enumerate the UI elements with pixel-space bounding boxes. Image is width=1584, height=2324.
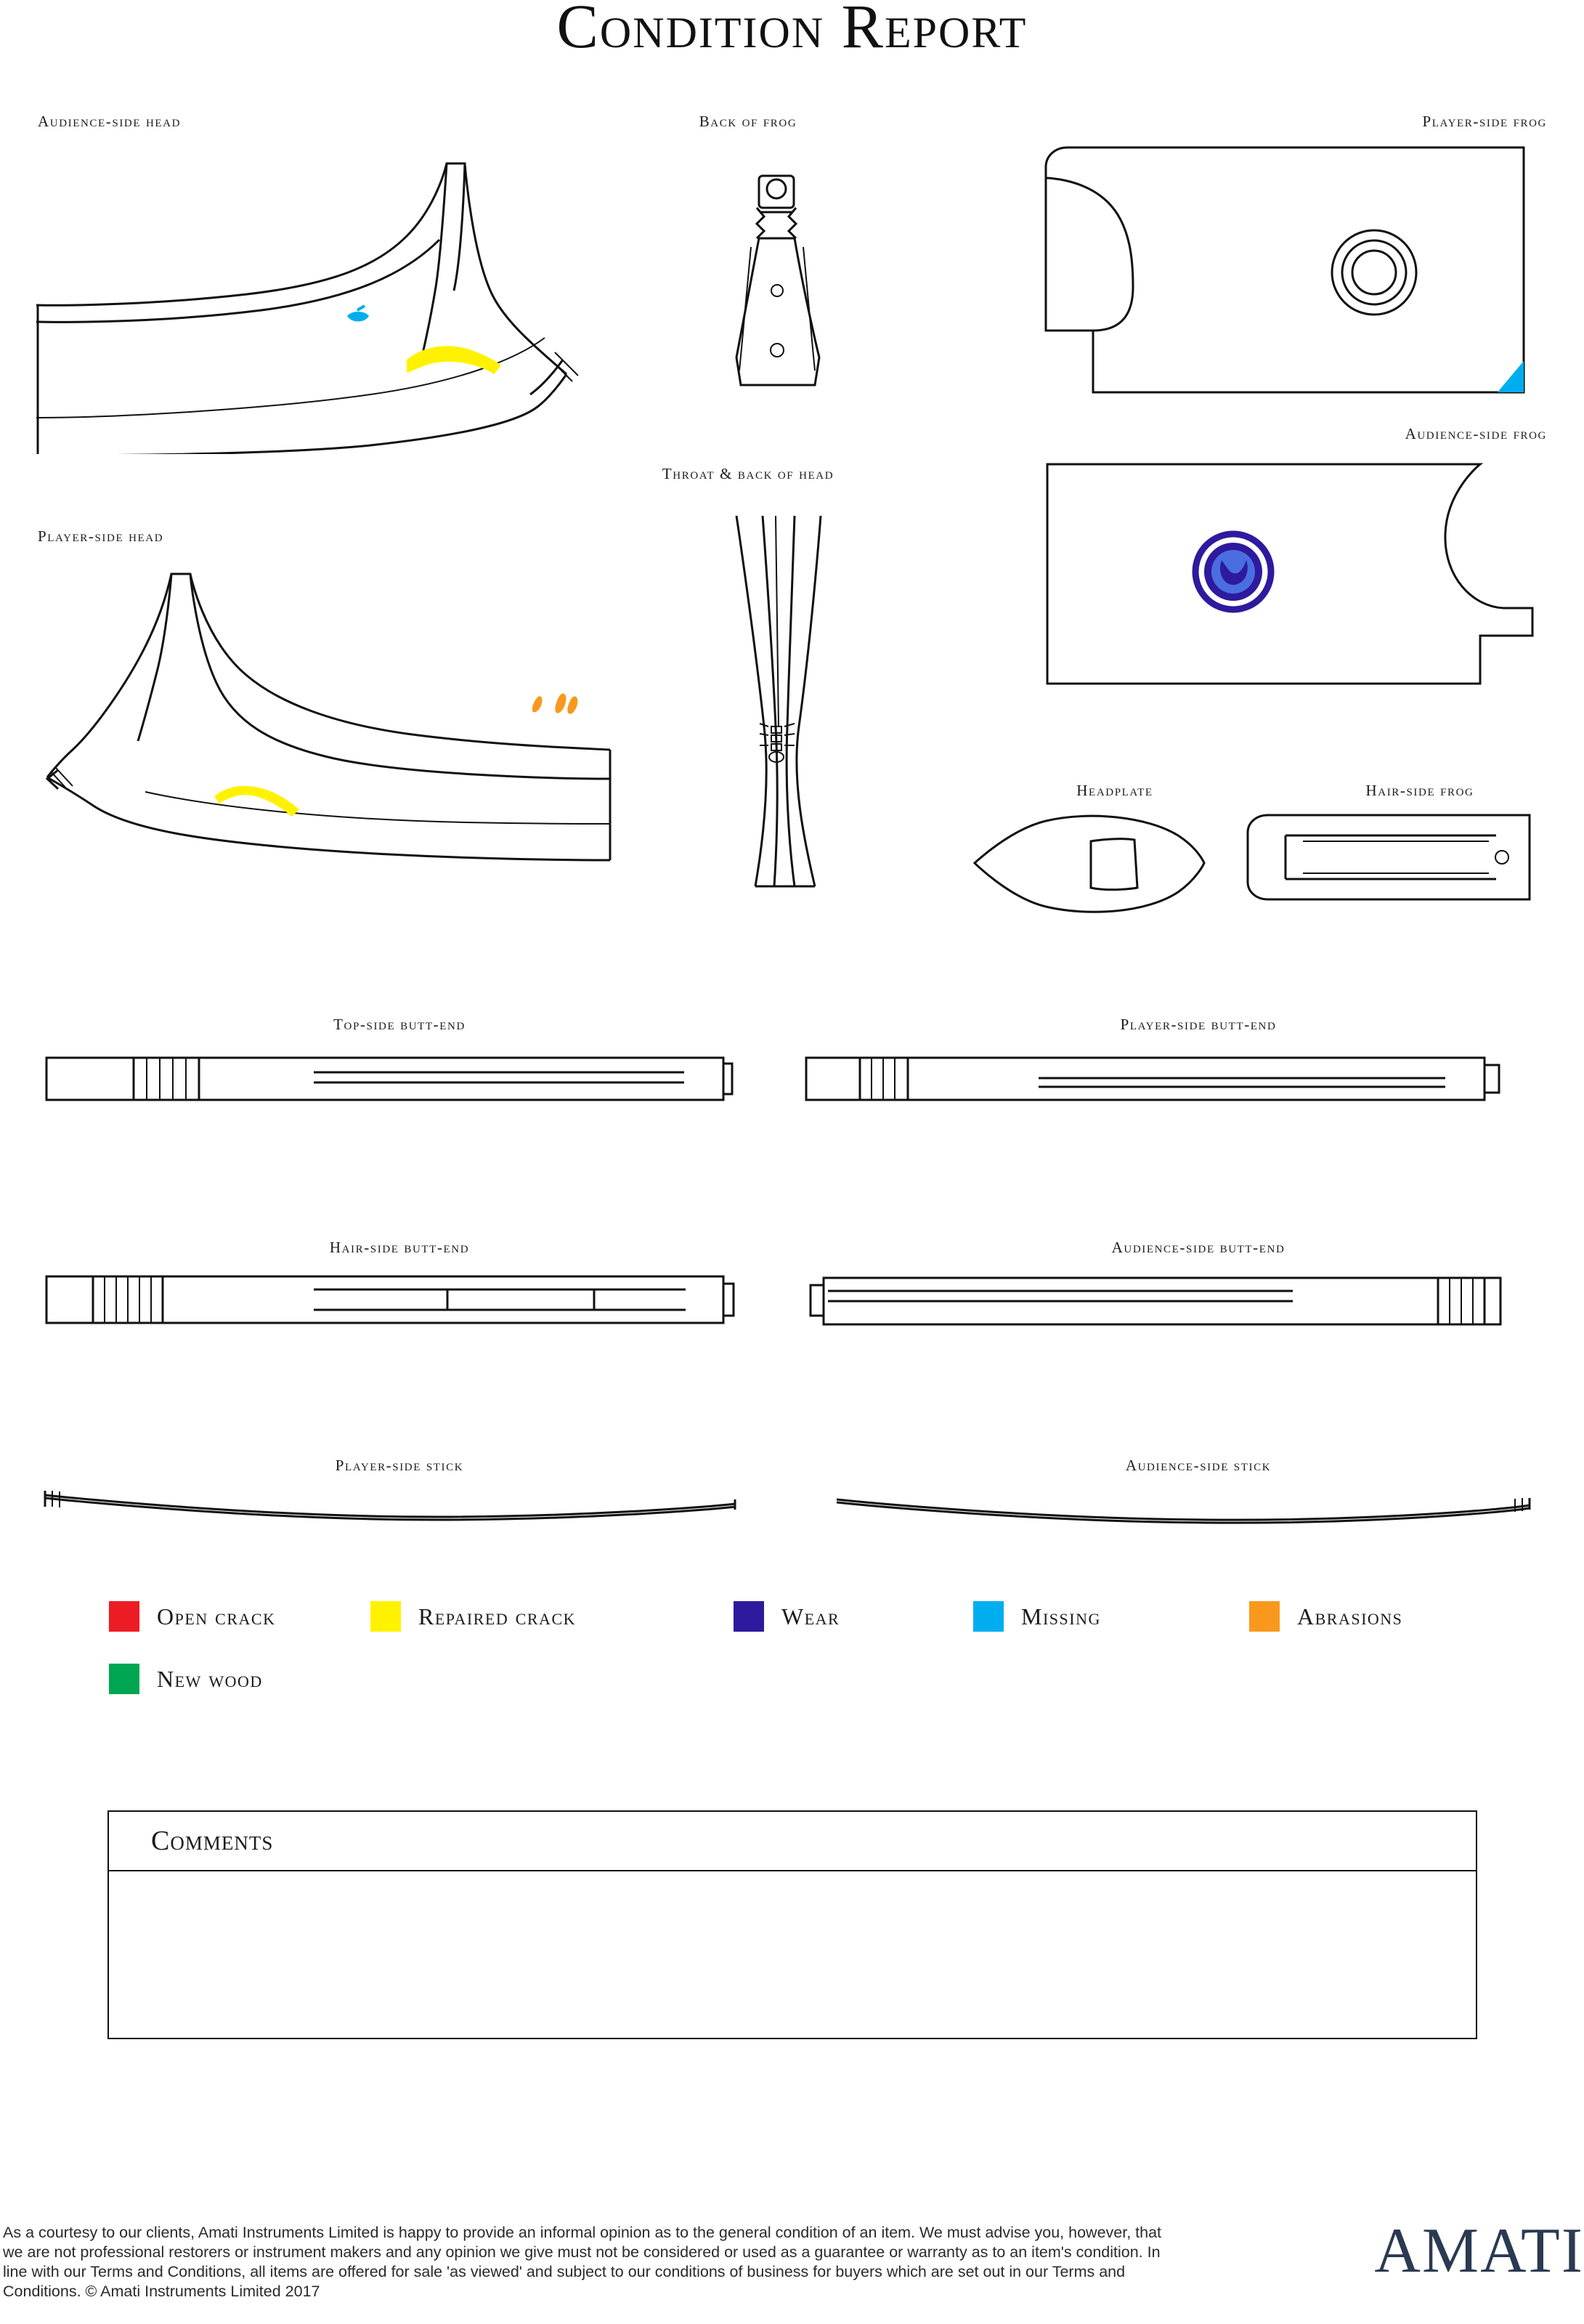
diagram-audience-side-butt-end: [799, 1268, 1511, 1333]
legend-row-2: [109, 1657, 1489, 1701]
legend-item-open-crack: [109, 1595, 370, 1638]
marking-repaired-crack-yellow: [407, 346, 501, 374]
marking-missing-blue: [1498, 361, 1524, 392]
label-audience-side-butt-end: Audience-side butt-end: [1111, 1239, 1286, 1256]
label-back-of-frog: Back of frog: [699, 113, 797, 130]
label-player-side-head: Player-side head: [38, 527, 164, 545]
legend-label-open-crack: Open crack: [157, 1603, 276, 1629]
diagram-player-side-stick: [29, 1475, 748, 1526]
label-hair-side-frog: Hair-side frog: [1365, 782, 1474, 799]
marking-repaired-crack-yellow: [214, 786, 299, 817]
legend-label-repaired-crack: Repaired crack: [418, 1603, 577, 1629]
swatch-missing-icon: [973, 1601, 1004, 1632]
diagram-player-side-frog: [1039, 134, 1540, 403]
label-hair-side-butt-end: Hair-side butt-end: [329, 1239, 470, 1256]
legend-label-new-wood: New wood: [157, 1665, 263, 1692]
label-headplate: Headplate: [1076, 782, 1153, 799]
legend-row-1: [109, 1595, 1489, 1638]
legend-label-abrasions: Abrasions: [1297, 1603, 1403, 1629]
legend-item-missing: [973, 1595, 1249, 1638]
page-title: Condition Report: [556, 0, 1028, 61]
swatch-new-wood-icon: [109, 1664, 139, 1694]
comments-box: [107, 1810, 1477, 2039]
swatch-repaired-crack-icon: [370, 1601, 401, 1632]
diagram-hair-side-frog: [1242, 806, 1540, 915]
diagram-audience-side-stick: [828, 1475, 1547, 1526]
diagram-audience-side-head: [29, 142, 625, 454]
swatch-wear-icon: [734, 1601, 764, 1632]
label-player-side-stick: Player-side stick: [335, 1457, 464, 1474]
legend-item-repaired-crack: [370, 1595, 734, 1638]
diagram-top-side-butt-end: [41, 1046, 738, 1112]
legend-item-abrasions: [1249, 1595, 1402, 1638]
diagram-headplate: [966, 806, 1213, 923]
swatch-abrasions-icon: [1249, 1601, 1280, 1632]
legend: [109, 1595, 1489, 1701]
diagram-player-side-butt-end: [799, 1046, 1511, 1112]
diagram-throat-and-back-of-head: [719, 509, 850, 894]
label-audience-side-head: Audience-side head: [38, 113, 182, 130]
legend-item-new-wood: [109, 1657, 263, 1701]
diagram-hair-side-butt-end: [41, 1268, 738, 1333]
comments-heading: [109, 1812, 1476, 1871]
diagram-audience-side-frog: [1039, 454, 1540, 694]
legend-item-wear: [734, 1595, 973, 1638]
label-player-side-butt-end: Player-side butt-end: [1120, 1016, 1277, 1033]
label-audience-side-stick: Audience-side stick: [1125, 1457, 1272, 1474]
marking-wear-blue: [1195, 534, 1271, 610]
swatch-open-crack-icon: [109, 1601, 139, 1632]
amati-logo: AMATI: [1374, 2216, 1584, 2286]
diagram-back-of-frog: [719, 167, 850, 400]
legend-label-missing: Missing: [1021, 1603, 1101, 1629]
label-player-side-frog: Player-side frog: [1422, 113, 1547, 130]
label-top-side-butt-end: Top-side butt-end: [333, 1016, 466, 1033]
label-audience-side-frog: Audience-side frog: [1405, 425, 1547, 442]
marking-missing-blue: [347, 306, 369, 322]
comments-input[interactable]: [109, 1871, 1476, 2038]
footer-disclaimer: As a courtesy to our clients, Amati Instruments Limited is happy to provide an informal opinion as to the general condition of an item. We must advise you, however, that we are not professional restorers or instrument makers and any opinion we give must not be considered or used as a guarantee or warranty as to an item's condition. In line with our Terms and Conditions, all items are offered for sale 'as viewed' and subject to our conditions of business for buyers which are set out in our Terms and Conditions. © Amati Instruments Limited 2017: [3, 2224, 1162, 2300]
label-throat-and-back-of-head: Throat & back of head: [662, 465, 834, 482]
diagram-player-side-head: [29, 552, 625, 872]
comments-heading-text: Comments: [151, 1826, 274, 1856]
legend-label-wear: Wear: [781, 1603, 840, 1629]
marking-abrasions-orange: [532, 693, 578, 713]
